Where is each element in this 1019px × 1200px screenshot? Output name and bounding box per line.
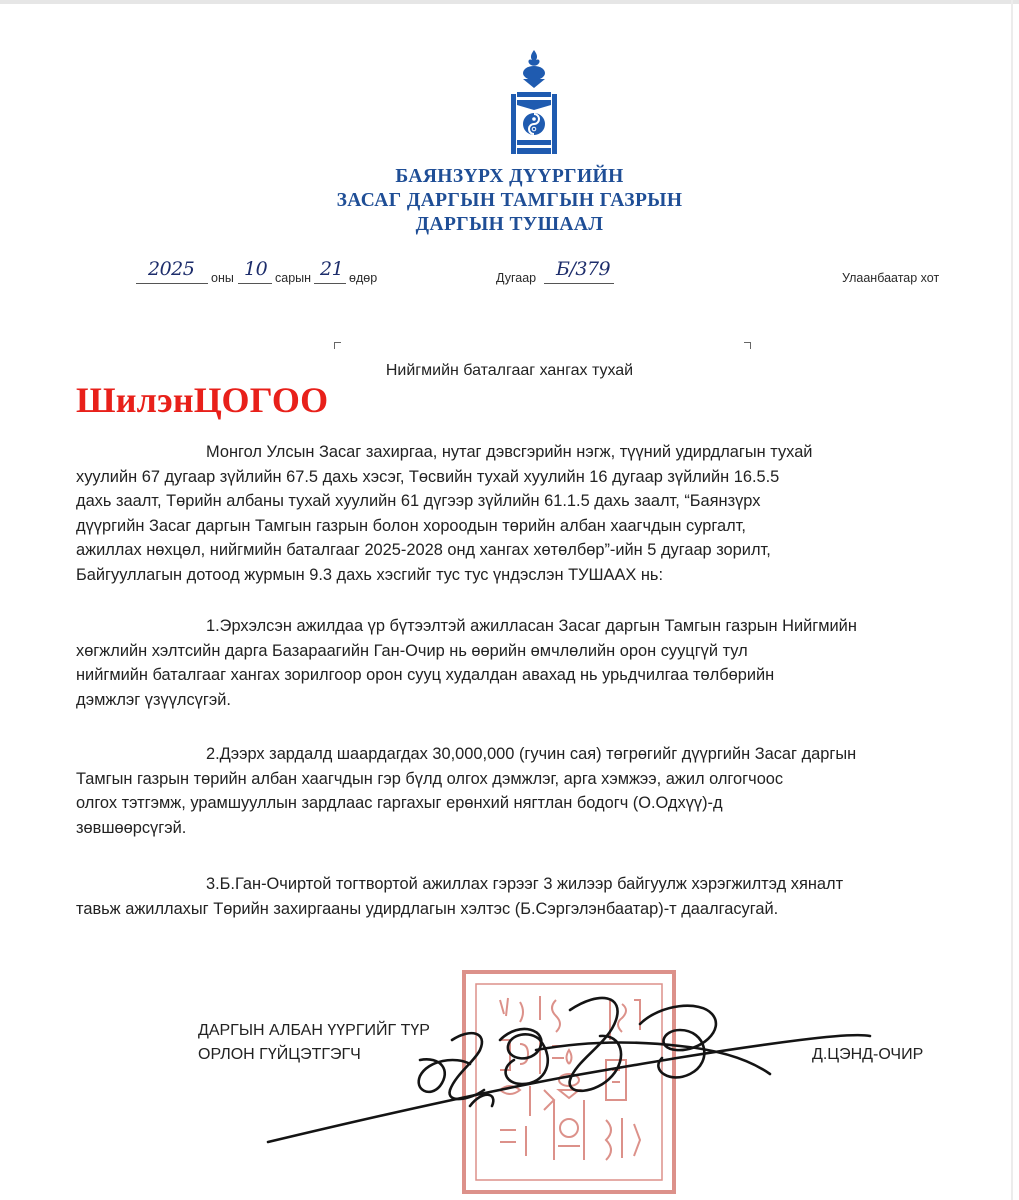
header-line-3: ДАРГЫН ТУШААЛ [415,214,604,235]
text-line: Байгууллагын дотоод журмын 9.3 дахь хэсгийг тус тус үндэслэн ТУШААХ нь: [76,565,664,584]
text-line: хуулийн 67 дугаар зүйлийн 67.5 дахь хэсэг, Төсвийн тухай хуулийн 16 дугаар зүйлийн 16.5.5 [76,467,780,486]
day-handwritten: 21 [320,258,344,280]
text-line: 1.Эрхэлсэн ажилдаа үр бүтээлтэй ажилласан Засаг даргын Тамгын газрын Нийгмийн [206,617,857,635]
header-line-1: БАЯНЗҮРХ ДҮҮРГИЙН [395,166,624,187]
signature-title-line-1: ДАРГЫН АЛБАН ҮҮРГИЙГ ТҮР [198,1022,430,1039]
subject-title: Нийгмийн баталгааг хангах тухай [385,362,634,379]
year-suffix: оны [211,271,234,285]
header-line-2: ЗАСАГ ДАРГЫН ТАМГЫН ГАЗРЫН [336,190,683,211]
text-line: тавьж ажиллахыг Төрийн захиргааны удирдлагын хэлтэс (Б.Сэргэлэнбаатар)-т даалгасугай. [76,899,779,918]
signature-title-line-2: ОРЛОН ГҮЙЦЭТГЭГЧ [198,1046,361,1063]
text-line: дүүргийн Засаг даргын Тамгын газрын болон хороодын төрийн албан хаагчдын сургалт, [76,516,746,535]
month-suffix: сарын [275,271,312,285]
month-handwritten: 10 [244,258,268,280]
text-line: нийгмийн баталгааг хангах зорилгоор орон сууц худалдан авахад нь урьдчилгаа төлбөрийн [76,666,775,685]
number-label: Дугаар [496,271,537,285]
text-line: Монгол Улсын Засаг захиргаа, нутаг дэвсгэрийн нэгж, түүний удирдлагын тухай [206,443,813,461]
text-line: ажиллах нөхцөл, нийгмийн баталгааг 2025-2028 онд хангах хөтөлбөр”-ийн 5 дугаар зорилт, [76,541,771,560]
city: Улаанбаатар хот [842,271,940,285]
number-handwritten: Б/379 [556,258,611,280]
text-line: хөгжлийн хэлтсийн дарга Базараагийн Ган-Очир нь өөрийн өмчлөлийн орон сууцгүй тул [76,641,748,660]
text-line: олгох тэтгэмж, урамшууллын зардлаас гаргахыг ерөнхий нягтлан бодогч (О.Одхүү)-д [76,794,723,813]
watermark-text: ШилэнЦОГОО [76,380,329,420]
year-handwritten: 2025 [148,258,195,280]
signature-name: Д.ЦЭНД-ОЧИР [812,1046,924,1063]
text-line: зөвшөөрсүгэй. [76,818,187,837]
text-line: Тамгын газрын төрийн албан хаагчдын гэр бүлд олгох дэмжлэг, арга хэмжээ, ажил олгогчоос [76,769,784,788]
day-suffix: өдөр [349,271,378,285]
text-line: дэмжлэг үзүүлсүгэй. [76,690,231,709]
text-line: 2.Дээрх зардалд шаардагдах 30,000,000 (гучин сая) төгрөгийг дүүргийн Засаг даргын [206,745,857,763]
text-line: 3.Б.Ган-Очиртой тогтвортой ажиллах гэрээг 3 жилээр байгуулж хэрэгжилтэд хяналт [206,875,844,893]
text-line: дахь заалт, Төрийн албаны тухай хуулийн 61 дүгээр зүйлийн 61.1.5 дахь заалт, “Баянзүрх [76,492,761,511]
